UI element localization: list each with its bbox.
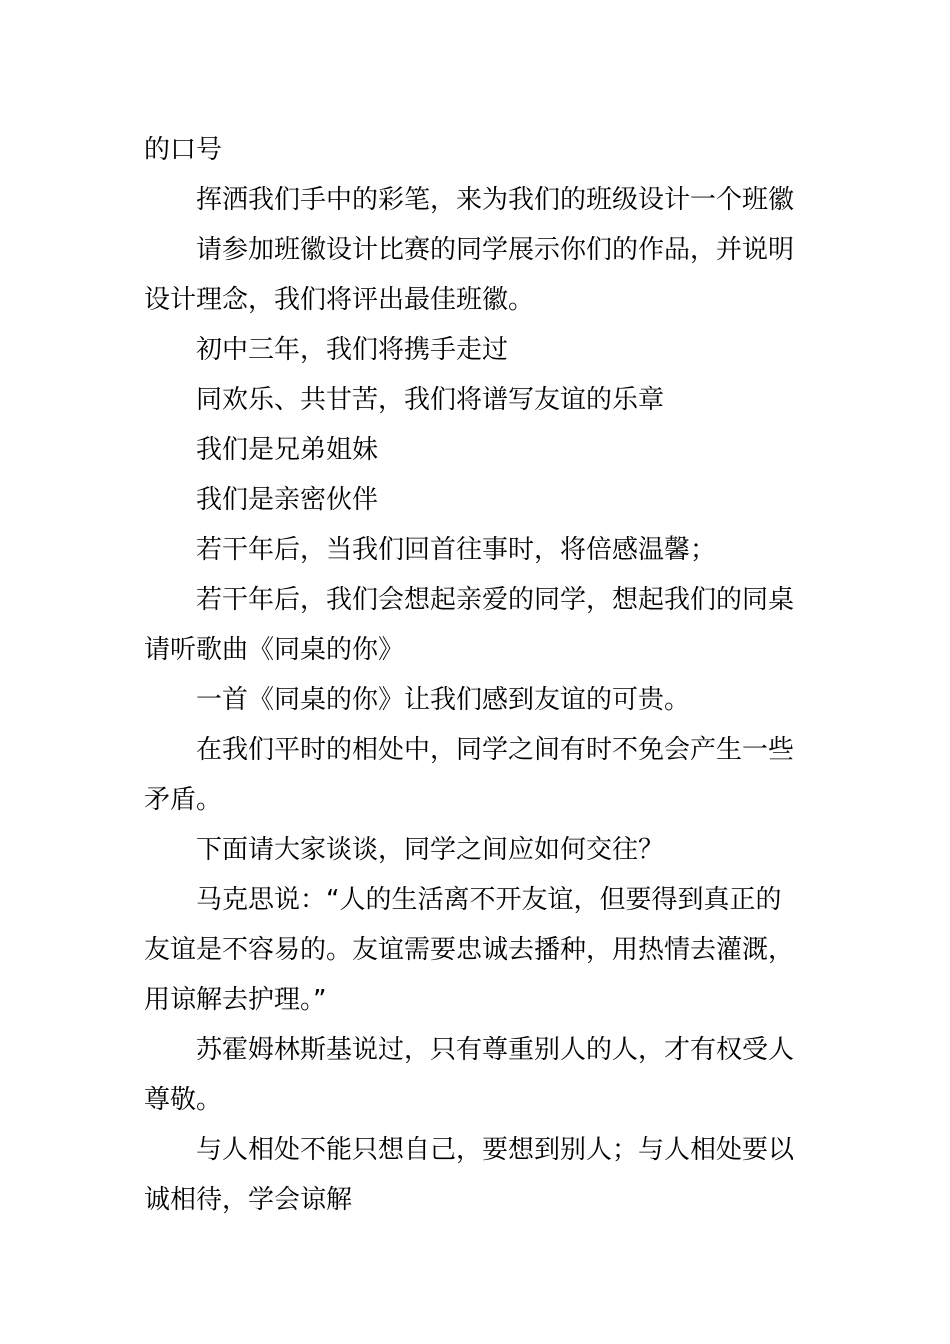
text-line: 尊敬。 (144, 1085, 223, 1115)
text-line: 一首《同桌的你》让我们感到友谊的可贵。 (196, 685, 691, 715)
text-line: 矛盾。 (144, 785, 223, 815)
text-line: 同欢乐、共甘苦，我们将谱写友谊的乐章 (196, 385, 665, 415)
text-line: 我们是兄弟姐妹 (196, 435, 379, 465)
text-line: 挥洒我们手中的彩笔，来为我们的班级设计一个班徽 (196, 185, 795, 215)
text-line: 用谅解去护理。” (144, 985, 327, 1015)
text-line: 与人相处不能只想自己，要想到别人；与人相处要以 (196, 1135, 795, 1165)
text-line: 初中三年，我们将携手走过 (196, 335, 509, 365)
text-line: 友谊是不容易的。友谊需要忠诚去播种，用热情去灌溉， (144, 935, 795, 965)
text-line: 请参加班徽设计比赛的同学展示你们的作品，并说明 (196, 235, 795, 265)
text-line: 的口号 (144, 135, 223, 165)
text-line: 请听歌曲《同桌的你》 (144, 635, 405, 665)
text-line: 设计理念，我们将评出最佳班徽。 (144, 285, 535, 315)
document-body (144, 125, 808, 1225)
text-line: 下面请大家谈谈，同学之间应如何交往？ (196, 835, 665, 865)
text-line: 我们是亲密伙伴 (196, 485, 379, 515)
text-line: 若干年后，我们会想起亲爱的同学，想起我们的同桌 (196, 585, 795, 615)
text-line: 马克思说：“人的生活离不开友谊，但要得到真正的 (196, 885, 782, 915)
text-line: 在我们平时的相处中，同学之间有时不免会产生一些 (196, 735, 795, 765)
text-line: 若干年后，当我们回首往事时，将倍感温馨； (196, 535, 717, 565)
text-line: 诚相待，学会谅解 (144, 1185, 353, 1215)
text-line: 苏霍姆林斯基说过，只有尊重别人的人，才有权受人 (196, 1035, 795, 1065)
